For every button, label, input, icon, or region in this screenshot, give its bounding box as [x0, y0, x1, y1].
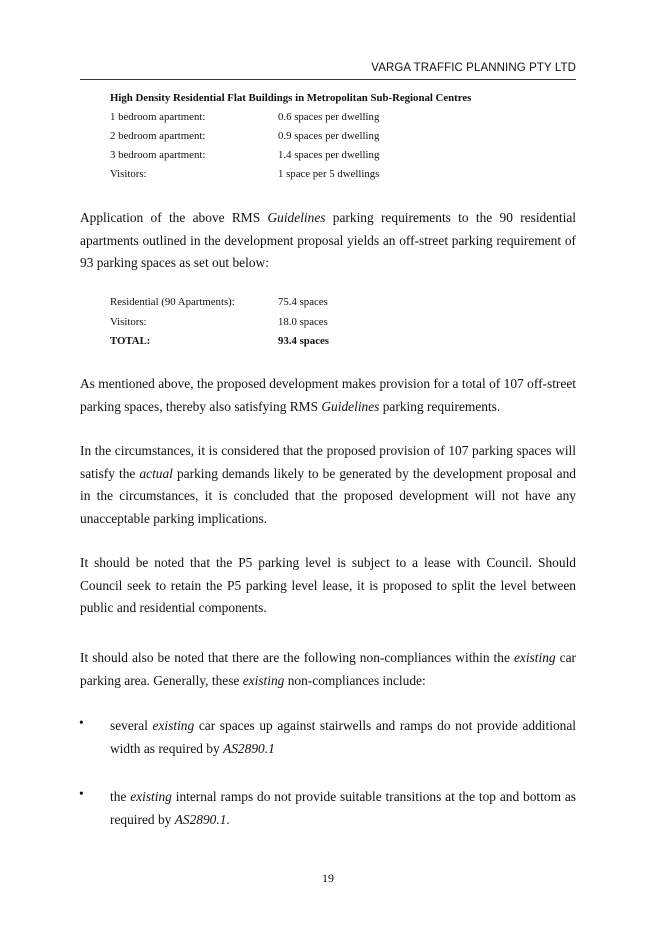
- italic-span: existing: [242, 672, 285, 688]
- paragraph-circumstances: [80, 440, 576, 530]
- italic-span: AS2890.1: [223, 740, 275, 756]
- totals-row-value: 75.4 spaces: [278, 296, 328, 308]
- bullet-marker: •: [79, 786, 84, 801]
- totals-total-value: 93.4 spaces: [278, 335, 329, 347]
- paragraph-rms-application: [80, 207, 576, 275]
- text-span: In the circumstances, it is considered that the proposed provision of 107 parking spaces will satisfy the: [80, 443, 576, 481]
- rates-row-rate: 0.9 spaces per dwelling: [278, 130, 380, 142]
- rates-row-rate: 0.6 spaces per dwelling: [278, 111, 380, 123]
- italic-span: actual: [139, 465, 173, 481]
- text-span: parking demands likely to be generated by the development proposal and in the circumstances, it is concluded that the proposed development will not have any unacceptable parking implications.: [80, 465, 577, 526]
- text-span: Application of the above RMS: [80, 210, 268, 225]
- totals-row-label: Residential (90 Apartments):: [110, 296, 235, 308]
- paragraph-provision: [80, 373, 576, 418]
- italic-span: existing: [152, 718, 195, 733]
- italic-span: Guidelines: [321, 398, 380, 414]
- totals-total-label: TOTAL:: [110, 335, 151, 347]
- rates-row-label: Visitors:: [110, 168, 147, 180]
- rates-row-label: 2 bedroom apartment:: [110, 130, 206, 142]
- bullet-marker: •: [79, 715, 84, 730]
- paragraph-p5-lease: It should be noted that the P5 parking level is subject to a lease with Council. Should Council seek to retain the P5 parking level lease, it is proposed to split the level between public and residential components.: [80, 555, 576, 615]
- header-company: VARGA TRAFFIC PLANNING PTY LTD: [371, 62, 576, 74]
- text-span: the: [110, 789, 131, 804]
- rates-row-label: 1 bedroom apartment:: [110, 111, 206, 123]
- italic-span: existing: [130, 789, 172, 804]
- rates-row-rate: 1 space per 5 dwellings: [278, 168, 380, 180]
- italic-span: existing: [513, 650, 556, 665]
- text-span: It should also be noted that there are the following non-compliances within the: [80, 650, 514, 665]
- text-span: As mentioned above, the proposed development makes provision for a total of 107 off-street parking spaces, thereby also satisfying RMS: [80, 376, 576, 414]
- text-span: car spaces up against stairwells and ramps do not provide additional width as required by: [110, 718, 576, 756]
- rates-row-label: 3 bedroom apartment:: [110, 149, 206, 161]
- page-number: 19: [322, 871, 334, 885]
- bullet-item: [110, 715, 576, 760]
- paragraph-non-compliances: [80, 647, 576, 692]
- totals-row-label: Visitors:: [110, 316, 147, 328]
- rates-row-rate: 1.4 spaces per dwelling: [278, 149, 380, 161]
- text-span: .: [226, 811, 230, 827]
- bullet-item: [110, 786, 576, 831]
- rates-table-title: High Density Residential Flat Buildings in Metropolitan Sub-Regional Centres: [110, 92, 472, 104]
- italic-span: AS2890.1: [174, 811, 227, 827]
- text-span: internal ramps do not provide suitable transitions at the top and bottom as required by: [110, 789, 576, 827]
- header-rule: [80, 79, 576, 80]
- text-span: non-compliances include:: [284, 672, 426, 688]
- text-span: several: [110, 718, 153, 733]
- italic-span: Guidelines: [267, 210, 326, 225]
- text-span: car parking area. Generally, these: [80, 650, 576, 688]
- totals-row-value: 18.0 spaces: [278, 316, 328, 328]
- text-span: parking requirements.: [379, 398, 501, 414]
- text-span: parking requirements to the 90 residential apartments outlined in the development proposal yields an off-street parking requirement of 93 parking spaces as set out below:: [80, 210, 576, 270]
